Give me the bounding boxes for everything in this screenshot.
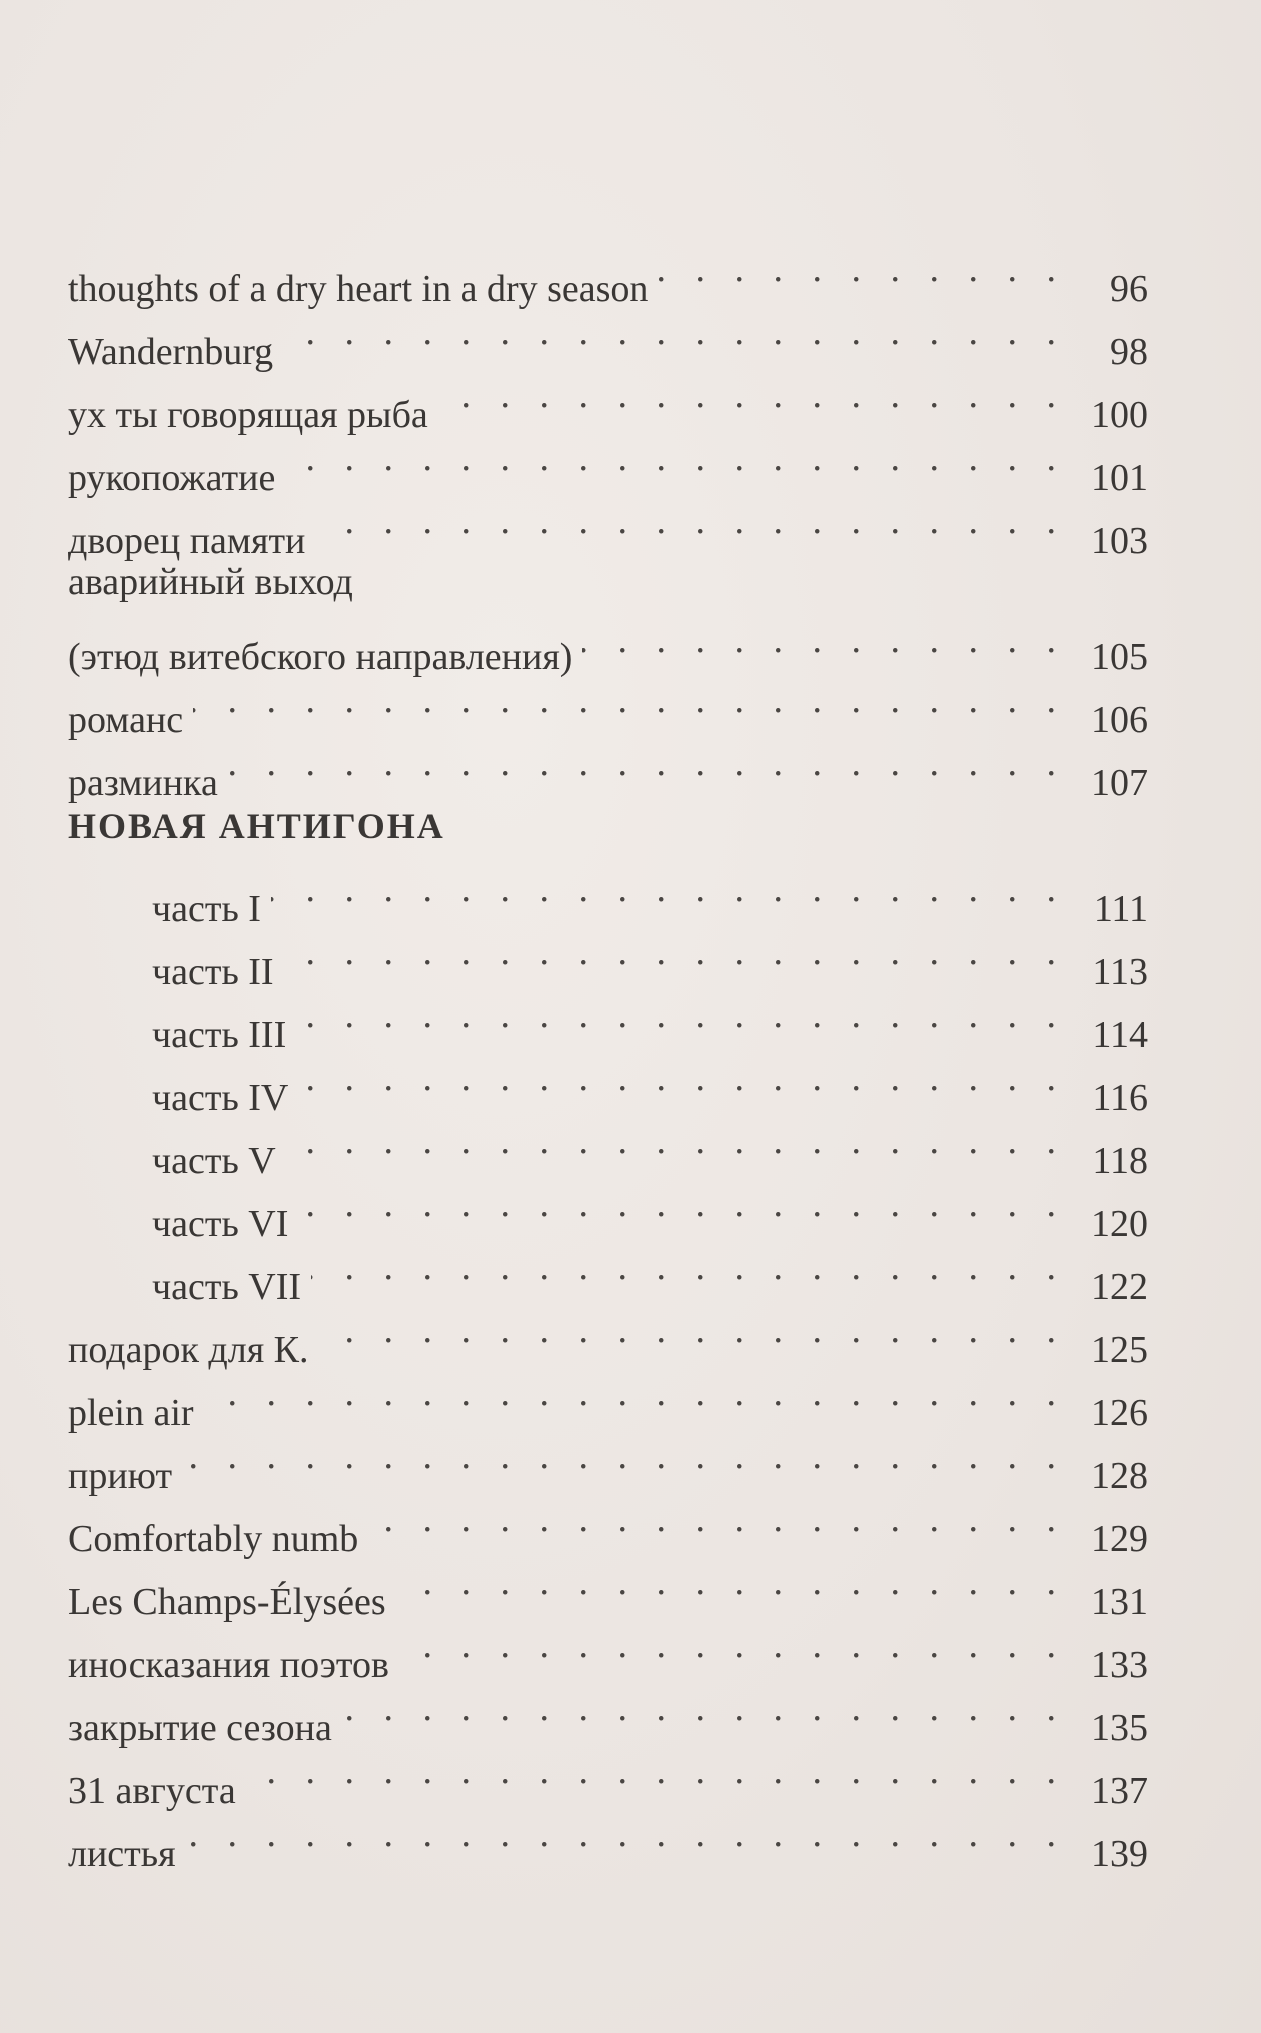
toc-entry-page: 101 <box>1091 457 1148 499</box>
dot-leader <box>658 238 1066 301</box>
toc-entry-title: листья <box>68 1833 176 1875</box>
toc-entry-title: часть VII <box>152 1266 302 1308</box>
dot-leader <box>582 611 1066 669</box>
dot-leader <box>283 301 1066 364</box>
toc-entry-title: часть III <box>152 1014 287 1056</box>
dot-leader <box>228 732 1066 795</box>
toc-entry-title: разминка <box>68 762 218 804</box>
toc-entry-page: 126 <box>1091 1392 1148 1434</box>
dot-leader <box>342 1677 1066 1740</box>
dot-leader <box>286 1110 1066 1173</box>
dot-leader <box>285 427 1066 490</box>
toc-entry-title: рукопожатие <box>68 457 276 499</box>
toc-entry-page: 131 <box>1091 1581 1148 1623</box>
dot-leader <box>399 1614 1066 1677</box>
toc-entry <box>68 1425 1148 1497</box>
toc-entry-page: 105 <box>1091 636 1148 678</box>
dot-leader <box>246 1740 1066 1803</box>
toc-entry-title: приют <box>68 1455 173 1497</box>
toc-entry-page: 114 <box>1092 1014 1148 1056</box>
dot-leader <box>368 1488 1066 1551</box>
toc-entry-title: часть II <box>152 951 274 993</box>
toc-entry-title: часть VI <box>152 1203 289 1245</box>
toc-entry <box>68 1803 1148 1875</box>
toc-entry-page: 125 <box>1091 1329 1148 1371</box>
dot-leader <box>296 984 1066 1047</box>
dot-leader <box>438 364 1066 427</box>
dot-leader <box>193 669 1066 732</box>
toc-entry-page: 135 <box>1091 1707 1148 1749</box>
toc-entry-title-line1: аварийный выход <box>68 561 353 603</box>
toc-entry-title: Wandernburg <box>68 331 274 373</box>
dot-leader <box>311 1236 1066 1299</box>
toc-entry-title: Comfortably numb <box>68 1518 359 1560</box>
toc-entry <box>68 238 1148 310</box>
toc-entry <box>68 1362 1148 1434</box>
toc-entry-page: 106 <box>1091 699 1148 741</box>
dot-leader <box>298 1047 1066 1110</box>
toc-entry-title: часть V <box>152 1140 276 1182</box>
table-of-contents <box>68 238 1148 1875</box>
toc-entry-title: закрытие сезона <box>68 1707 332 1749</box>
toc-entry-page: 103 <box>1091 520 1148 562</box>
dot-leader <box>204 1362 1066 1425</box>
toc-entry <box>68 1488 1148 1560</box>
dot-leader <box>396 1551 1066 1614</box>
toc-entry <box>68 669 1148 741</box>
toc-entry-title: plein air <box>68 1392 194 1434</box>
toc-entry-title: часть IV <box>152 1077 289 1119</box>
toc-subentry <box>68 858 1148 930</box>
toc-entry-page: 113 <box>1092 951 1148 993</box>
toc-entry-page: 116 <box>1092 1077 1148 1119</box>
toc-entry-page: 107 <box>1091 762 1148 804</box>
toc-entry-page: 137 <box>1091 1770 1148 1812</box>
dot-leader <box>271 858 1066 921</box>
toc-entry-title: ух ты говорящая рыба <box>68 394 428 436</box>
toc-entry-page: 139 <box>1091 1833 1148 1875</box>
toc-entry-page: 118 <box>1092 1140 1148 1182</box>
toc-entry-title: thoughts of a dry heart in a dry season <box>68 268 649 310</box>
dot-leader <box>284 921 1066 984</box>
toc-entry-page: 129 <box>1091 1518 1148 1560</box>
section-heading: НОВАЯ АНТИГОНА <box>68 806 445 846</box>
toc-entry-title: часть I <box>152 888 261 930</box>
toc-entry-page: 128 <box>1091 1455 1148 1497</box>
toc-entry-title: романс <box>68 699 184 741</box>
toc-entry-page: 98 <box>1110 331 1148 373</box>
toc-entry-page: 100 <box>1091 394 1148 436</box>
toc-entry-title: Les Champs-Élysées <box>68 1581 386 1623</box>
dot-leader <box>315 490 1066 553</box>
toc-entry-page: 120 <box>1091 1203 1148 1245</box>
toc-entry-title: дворец памяти <box>68 520 306 562</box>
dot-leader <box>182 1425 1066 1488</box>
toc-entry-title: иносказания поэтов <box>68 1644 389 1686</box>
toc-entry-title: подарок для К. <box>68 1329 309 1371</box>
dot-leader <box>186 1803 1066 1866</box>
toc-entry <box>68 611 1148 678</box>
toc-entry-page: 133 <box>1091 1644 1148 1686</box>
toc-entry-two-line <box>68 553 1148 678</box>
dot-leader <box>298 1173 1066 1236</box>
dot-leader <box>319 1299 1066 1362</box>
toc-entry-page: 96 <box>1110 268 1148 310</box>
toc-entry-page: 111 <box>1093 888 1148 930</box>
toc-entry-page: 122 <box>1091 1266 1148 1308</box>
toc-entry <box>68 732 1148 804</box>
toc-entry-title: 31 августа <box>68 1770 236 1812</box>
toc-entry-title-line2: (этюд витебского направления) <box>68 636 573 678</box>
